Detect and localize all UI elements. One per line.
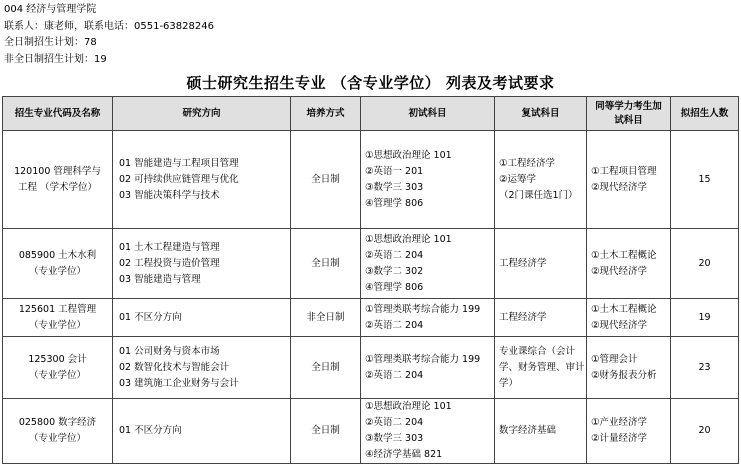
extra-cell bbox=[587, 399, 671, 464]
directions-line: 03 智能决策科学与技术 bbox=[119, 189, 220, 201]
extra-line: ②现代经济学 bbox=[591, 319, 648, 331]
col-header-quota: 拟招生人数 bbox=[671, 97, 739, 131]
retest-cell bbox=[495, 399, 587, 464]
retest-line: 工程经济学 bbox=[499, 311, 547, 323]
direction-cell bbox=[113, 229, 291, 299]
exam-line: ③数学二 302 bbox=[365, 265, 424, 277]
extra-cell bbox=[587, 229, 671, 299]
extra-line: ②现代经济学 bbox=[591, 265, 648, 277]
exam-line: ④经济学基础 821 bbox=[365, 449, 443, 460]
program-line: 025800 数字经济 bbox=[18, 417, 97, 428]
program-line: 085900 土木水利 bbox=[18, 249, 97, 261]
table-row bbox=[3, 131, 739, 229]
mode-cell: 全日制 bbox=[291, 399, 361, 464]
directions-line: 03 智能建造与管理 bbox=[119, 273, 201, 285]
retest-line: ②运筹学 bbox=[499, 173, 537, 185]
extra-line: ①工程项目管理 bbox=[591, 165, 657, 177]
exam-line: ②英语二 204 bbox=[365, 417, 424, 428]
direction-cell bbox=[113, 337, 291, 399]
program-cell bbox=[3, 337, 113, 399]
table-title: 硕士研究生招生专业 （含专业学位） 列表及考试要求 bbox=[186, 74, 555, 92]
exam-line: ②英语一 201 bbox=[365, 165, 424, 177]
col-header-retest: 复试科目 bbox=[495, 97, 587, 131]
program-line: 125300 会计 bbox=[28, 353, 87, 365]
extra-cell bbox=[587, 299, 671, 337]
retest-cell bbox=[495, 337, 587, 399]
extra-cell bbox=[587, 337, 671, 399]
col-header-exam: 初试科目 bbox=[361, 97, 495, 131]
exam-line: ①管理类联考综合能力 199 bbox=[365, 353, 481, 365]
table-row bbox=[3, 299, 739, 337]
mode-cell: 全日制 bbox=[291, 131, 361, 229]
exam-line: ②英语二 204 bbox=[365, 249, 424, 261]
exam-line: ③数学三 303 bbox=[365, 181, 424, 193]
fulltime-quota: 全日制招生计划：78 bbox=[4, 37, 97, 48]
program-line: （专业学位） bbox=[28, 369, 86, 381]
col-header-direction: 研究方向 bbox=[113, 97, 291, 131]
direction-cell bbox=[113, 131, 291, 229]
exam-line: ④管理学 806 bbox=[365, 197, 424, 209]
extra-cell bbox=[587, 131, 671, 229]
table-row bbox=[3, 337, 739, 399]
extra-line: ①土木工程概论 bbox=[591, 303, 657, 315]
retest-cell bbox=[495, 131, 587, 229]
college-name: 004 经济与管理学院 bbox=[4, 4, 97, 15]
table-row bbox=[3, 399, 739, 464]
extra-line: ②现代经济学 bbox=[591, 181, 648, 193]
quota-cell: 15 bbox=[671, 131, 739, 229]
extra-line: ①土木工程概论 bbox=[591, 249, 657, 261]
table-row bbox=[3, 229, 739, 299]
directions-line: 02 数智化技术与智能会计 bbox=[119, 361, 230, 373]
program-line: 工程 （学术学位） bbox=[17, 181, 98, 193]
exam-line: ④管理学 806 bbox=[365, 281, 424, 293]
exam-line: ②英语二 204 bbox=[365, 369, 424, 381]
quota-cell: 19 bbox=[671, 299, 739, 337]
program-line: （专业学位） bbox=[28, 433, 86, 444]
col-header-extra: 同等学力考生加试科目 bbox=[587, 97, 671, 131]
program-line: （专业学位） bbox=[28, 319, 86, 331]
extra-line: ②计量经济学 bbox=[591, 433, 648, 444]
exam-cell bbox=[361, 229, 495, 299]
col-header-program: 招生专业代码及名称 bbox=[3, 97, 113, 131]
program-cell bbox=[3, 299, 113, 337]
exam-cell bbox=[361, 299, 495, 337]
exam-line: ①思想政治理论 101 bbox=[365, 401, 452, 412]
exam-line: ①思想政治理论 101 bbox=[365, 149, 452, 161]
directions-line: 02 工程投资与造价管理 bbox=[119, 257, 220, 269]
program-cell bbox=[3, 399, 113, 464]
mode-cell: 非全日制 bbox=[291, 299, 361, 337]
retest-line: （2门课任选1门） bbox=[499, 189, 578, 201]
exam-line: ①思想政治理论 101 bbox=[365, 233, 452, 245]
mode-cell: 全日制 bbox=[291, 229, 361, 299]
quota-cell: 20 bbox=[671, 229, 739, 299]
contact-line: 联系人：康老师，联系电话：0551-63828246 bbox=[4, 20, 214, 32]
parttime-quota: 非全日制招生计划：19 bbox=[4, 53, 107, 65]
directions-line: 03 建筑施工企业财务与会计 bbox=[119, 377, 239, 389]
program-cell bbox=[3, 229, 113, 299]
exam-cell bbox=[361, 337, 495, 399]
retest-line: 工程经济学 bbox=[499, 257, 547, 269]
retest-line: ①工程经济学 bbox=[499, 157, 556, 169]
mode-cell: 全日制 bbox=[291, 337, 361, 399]
table-header-row bbox=[3, 97, 739, 131]
quota-cell: 23 bbox=[671, 337, 739, 399]
admissions-table bbox=[2, 96, 739, 464]
directions-line: 01 智能建造与工程项目管理 bbox=[119, 157, 239, 169]
exam-line: ①管理类联考综合能力 199 bbox=[365, 303, 481, 315]
retest-cell bbox=[495, 299, 587, 337]
retest-line: 数字经济基础 bbox=[499, 425, 557, 436]
program-line: 120100 管理科学与 bbox=[14, 165, 101, 177]
quota-cell: 20 bbox=[671, 399, 739, 464]
directions-line: 01 公司财务与资本市场 bbox=[119, 345, 220, 357]
extra-line: ②财务报表分析 bbox=[591, 369, 657, 381]
direction-cell bbox=[113, 299, 291, 337]
col-header-mode: 培养方式 bbox=[291, 97, 361, 131]
exam-cell bbox=[361, 131, 495, 229]
directions-line: 02 可持续供应链管理与优化 bbox=[119, 173, 239, 185]
extra-line: ①管理会计 bbox=[591, 353, 638, 365]
program-line: （专业学位） bbox=[28, 265, 86, 277]
program-cell bbox=[3, 131, 113, 229]
program-line: 125601 工程管理 bbox=[18, 303, 97, 315]
direction-cell bbox=[113, 399, 291, 464]
college-info bbox=[4, 2, 214, 68]
exam-line: ②英语二 204 bbox=[365, 319, 424, 331]
exam-line: ③数学三 303 bbox=[365, 433, 424, 444]
extra-line: ①产业经济学 bbox=[591, 417, 648, 428]
directions-line: 01 土木工程建造与管理 bbox=[119, 241, 220, 253]
retest-cell bbox=[495, 229, 587, 299]
exam-cell bbox=[361, 399, 495, 464]
directions-line: 01 不区分方向 bbox=[119, 311, 182, 323]
retest-line: 专业课综合（会计学、财务管理、审计学） bbox=[499, 345, 585, 389]
directions-line: 01 不区分方向 bbox=[119, 425, 182, 436]
